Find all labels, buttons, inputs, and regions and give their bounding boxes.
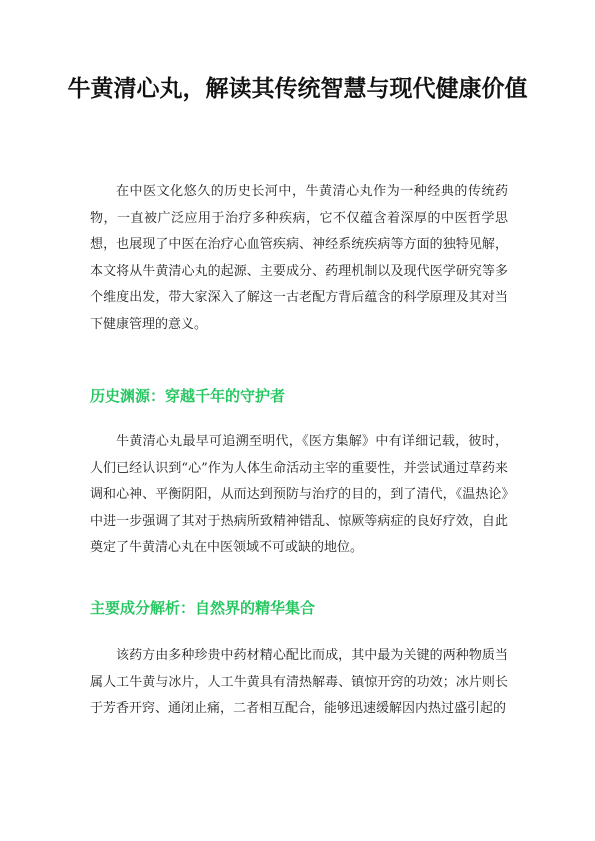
section-heading-ingredients: 主要成分解析：自然界的精华集合 xyxy=(90,599,316,617)
document-title: 牛黄清心丸，解读其传统智慧与现代健康价值 xyxy=(67,75,528,102)
section-body-history: 牛黄清心丸最早可追溯至明代，《医方集解》中有详细记载，彼时，人们已经认识到“心”作为人体生命活动主宰的重要性，并尝试通过草药来调和心神、平衡阴阳，从而达到预防与治疗的目的，到了清代，《温热论》中进一步强调了其对于热病所致精神错乱、惊厥等病症的良好疗效，自此奠定了牛黄清心丸在中医领域不可或缺的地位。 xyxy=(90,434,508,555)
section-heading-history: 历史渊源：穿越千年的守护者 xyxy=(90,387,286,405)
section-body-ingredients: 该药方由多种珍贵中药材精心配比而成，其中最为关键的两种物质当属人工牛黄与冰片，人工牛黄具有清热解毒、镇惊开窍的功效；冰片则长于芳香开窍、通闭止痛，二者相互配合，能够迅速缓解因内热过盛引起的 xyxy=(90,648,508,716)
intro-paragraph: 在中医文化悠久的历史长河中，牛黄清心丸作为一种经典的传统药物，一直被广泛应用于治疗多种疾病，它不仅蕴含着深厚的中医哲学思想，也展现了中医在治疗心血管疾病、神经系统疾病等方面的独特见解，本文将从牛黄清心丸的起源、主要成分、药理机制以及现代医学研究等多个维度出发，带大家深入了解这一古老配方背后蕴含的科学原理及其对当下健康管理的意义。 xyxy=(90,184,508,332)
